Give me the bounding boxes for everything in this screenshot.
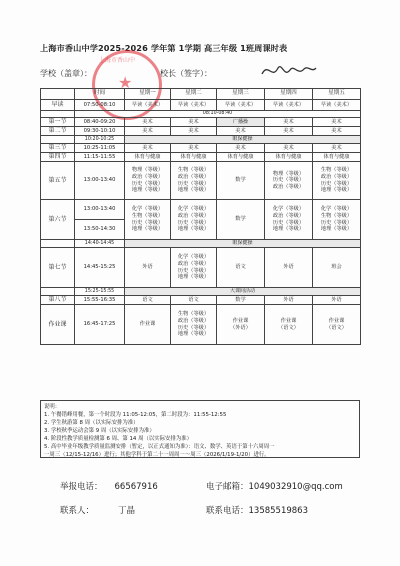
course-cell: 作业课 <box>125 305 171 345</box>
course-cell: 美术 <box>171 127 217 136</box>
weekly-timetable <box>40 88 361 345</box>
course-cell: 早读（美术） <box>171 100 217 111</box>
course-cell: 外语 <box>125 248 171 288</box>
activity-time: 15:25-15:55 <box>75 288 125 296</box>
course-cell: 作业课 （语文） <box>265 305 313 345</box>
course-cell: 作业课 （语文） <box>313 305 361 345</box>
note-line: 说明： <box>44 404 61 410</box>
course-cell: 语文 <box>217 248 265 288</box>
period-time: 15:55-16:35 <box>75 296 125 305</box>
period-label: 作业课 <box>41 305 75 345</box>
header-cell: 星期三 <box>217 89 265 100</box>
period-time: 09:30-10:10 <box>75 127 125 136</box>
course-cell: 化学（等级） 政治（等级） 历史（等级） 地理（等级） <box>171 200 217 240</box>
gap-row <box>41 111 361 118</box>
header-cell: 星期二 <box>171 89 217 100</box>
gap-time: 08:10-08:40 <box>75 111 361 118</box>
course-cell: 美术 <box>125 118 171 127</box>
report-phone: 举报电话： 66567916 <box>60 482 158 492</box>
eye-exercise-row <box>41 240 361 248</box>
period-row <box>41 144 361 153</box>
course-cell: 早读（美术） <box>125 100 171 111</box>
course-cell: 作业课 （外语） <box>217 305 265 345</box>
period-label: 第五节 <box>41 162 75 200</box>
school-seal-label: 学校（盖章）： <box>40 69 92 78</box>
period-time: 13:00-13:40 <box>75 200 125 220</box>
course-cell: 化学（等级） 生物（等级） 历史（等级） 地理（等级） <box>125 200 171 240</box>
period-row <box>41 118 361 127</box>
header-cell: 星期一 <box>125 89 171 100</box>
note-line: 5. 高中毕业年级教学质量监测安排（暂定，以正式通知为准）：语文、数学、英语于第十六周周一 <box>44 444 275 450</box>
page-title: 上海市香山中学2025-2026 学年第 1学期 高三年级 1班周课时表 <box>40 43 288 53</box>
period-label: 第三节 <box>41 144 75 153</box>
principal-signature <box>258 60 318 82</box>
course-cell: 美术 <box>217 144 265 153</box>
principal-sign-label: 校长（签字）： <box>160 69 212 78</box>
period-time: 10:25-11:05 <box>75 144 125 153</box>
course-cell: 外语 <box>265 296 313 305</box>
eye-exercise: 眼保健操 <box>125 136 361 144</box>
period-label: 第七节 <box>41 248 75 288</box>
period-time: 07:50-08:10 <box>75 100 125 111</box>
period-label: 第一节 <box>41 118 75 127</box>
period-row <box>41 162 361 200</box>
course-cell: 早读（美术） <box>217 100 265 111</box>
course-cell: 化学（等级） 政治（等级） 历史（等级） 地理（等级） <box>265 200 313 240</box>
course-cell: 物理（等级） 政治（等级） 历史（等级） 地理（等级） <box>125 162 171 200</box>
course-cell: 数学 <box>217 200 265 240</box>
course-cell: 语文 <box>171 296 217 305</box>
period-label: 第八节 <box>41 296 75 305</box>
course-cell: 美术 <box>217 127 265 136</box>
period-time: 11:15-11:55 <box>75 153 125 162</box>
note-line: 一周三（12/15-12/16）进行；其他学科于第二十一周周一～周三（2026/1/19-1/20）进行。 <box>44 452 270 458</box>
course-cell: 体育与健康 <box>265 153 313 162</box>
period-time: 16:45-17:25 <box>75 305 125 345</box>
course-cell: 体育与健康 <box>313 153 361 162</box>
period-time: 13:50-14:30 <box>75 220 125 240</box>
exercise-cell: 广播操 <box>217 118 265 127</box>
eye-exercise: 眼保健操 <box>125 240 361 248</box>
header-cell: 时间 <box>75 89 125 100</box>
period-row <box>41 127 361 136</box>
course-cell: 化学（等级） 生物（等级） 历史（等级） 地理（等级） <box>313 200 361 240</box>
period-label: 早读 <box>41 100 75 111</box>
course-cell: 体育与健康 <box>171 153 217 162</box>
eye-time: 10:20-10:25 <box>75 136 125 144</box>
period-time: 08:40-09:20 <box>75 118 125 127</box>
period-row <box>41 153 361 162</box>
seal-text: 上海市香山中 <box>99 57 136 64</box>
period-row <box>41 248 361 288</box>
note-line: 1. 午餐错峰用餐，第一个时段为 11:05-12:05，第二时段为：11:55-12:55 <box>44 412 227 418</box>
homework-row <box>41 305 361 345</box>
period-label: 第二节 <box>41 127 75 136</box>
eye-exercise-row <box>41 136 361 144</box>
header-cell: 星期五 <box>313 89 361 100</box>
seal-star-icon: ★ <box>118 73 133 92</box>
note-line: 4. 阶段性教学质量检测第 6 周、第 14 周（以实际安排为准） <box>44 436 192 442</box>
email: 电子邮箱：1049032910@qq.com <box>206 482 343 492</box>
course-cell: 美术 <box>125 144 171 153</box>
period-time: 13:00-13:40 <box>75 162 125 200</box>
header-cell <box>41 89 75 100</box>
morning-row <box>41 100 361 111</box>
period-label: 第六节 <box>41 200 75 240</box>
header-row <box>41 89 361 100</box>
course-cell: 化学（等级） 政治（等级） 历史（等级） 地理（等级） <box>171 248 217 288</box>
course-cell: 美术 <box>125 127 171 136</box>
course-cell: 外语 <box>265 248 313 288</box>
period-row <box>41 296 361 305</box>
course-cell: 美术 <box>265 118 313 127</box>
course-cell: 美术 <box>265 144 313 153</box>
eye-time: 14:40-14:45 <box>75 240 125 248</box>
course-cell: 体育与健康 <box>217 153 265 162</box>
course-cell: 数学 <box>217 162 265 200</box>
course-cell: 班会 <box>313 248 361 288</box>
course-cell: 生物（等级） 政治（等级） 历史（等级） 地理（等级） <box>171 305 217 345</box>
course-cell: 生物（等级） 政治（等级） 历史（等级） 地理（等级） <box>313 162 361 200</box>
course-cell: 美术 <box>313 118 361 127</box>
activity-cell: 大课间活动 <box>125 288 361 296</box>
note-line: 2. 学生秋游第 8 周（以实际安排为准） <box>44 420 139 426</box>
course-cell: 美术 <box>171 144 217 153</box>
course-cell: 生物（等级） 政治（等级） 历史（等级） 地理（等级） <box>171 162 217 200</box>
course-cell: 美术 <box>313 144 361 153</box>
notes-box <box>40 400 360 458</box>
course-cell: 美术 <box>265 127 313 136</box>
period-label: 第四节 <box>41 153 75 162</box>
course-cell: 美术 <box>313 127 361 136</box>
activity-row <box>41 288 361 296</box>
course-cell: 物理（等级） 历史（等级） 政治（等级） <box>265 162 313 200</box>
course-cell: 美术 <box>171 118 217 127</box>
contact-person: 联系人： 丁晶 <box>60 506 136 516</box>
signature-line <box>40 68 380 79</box>
course-cell: 早读（美术） <box>265 100 313 111</box>
course-cell: 早读（美术） <box>313 100 361 111</box>
course-cell: 体育与健康 <box>125 153 171 162</box>
note-line: 3. 学校秋季运动会第 9 周（以实际安排为准） <box>44 428 155 434</box>
period-row <box>41 200 361 220</box>
course-cell: 数学 <box>217 296 265 305</box>
course-cell: 语文 <box>125 296 171 305</box>
header-cell: 星期四 <box>265 89 313 100</box>
contact-phone: 联系电话：13585519863 <box>206 506 309 516</box>
period-time: 14:45-15:25 <box>75 248 125 288</box>
course-cell: 外语 <box>313 296 361 305</box>
